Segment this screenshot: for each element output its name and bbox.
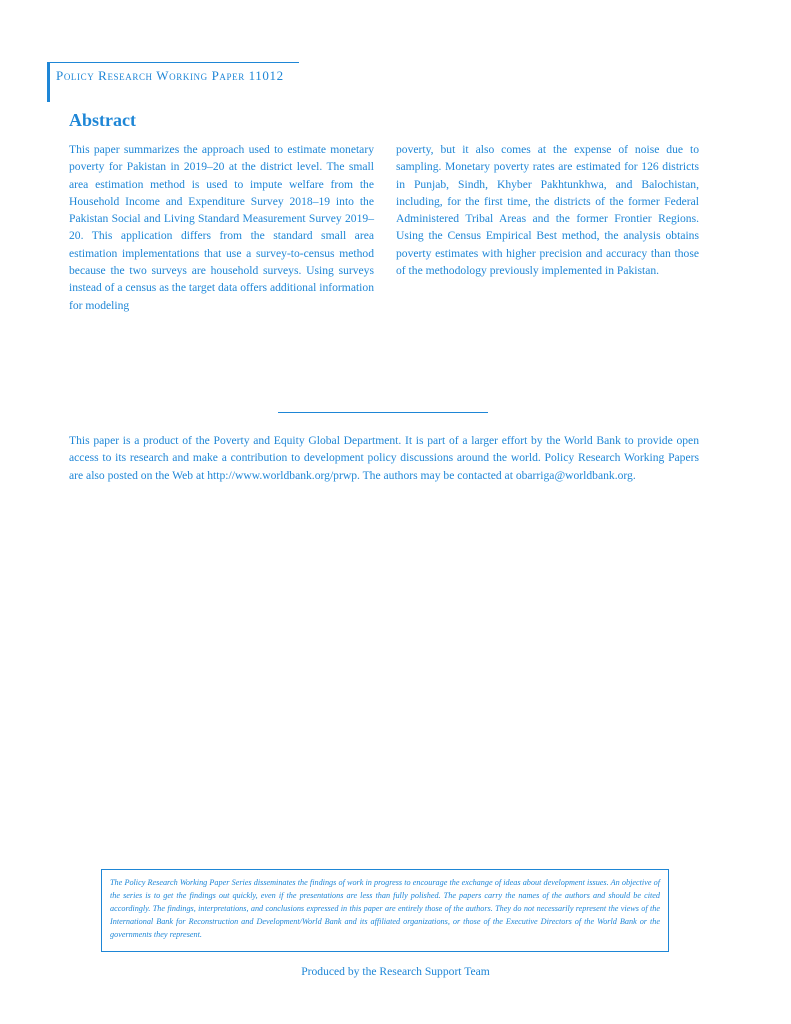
series-title: Policy Research Working Paper 11012 bbox=[56, 68, 284, 83]
abstract-left-column: This paper summarizes the approach used to estimate monetary poverty for Pakistan in 2019–20 at the district level. The small area estimation method is used to impute welfare from the Household Income and Expenditure Survey 2018–19 into the Pakistan Social and Living Standard Measurement Survey 2019–20. This application differs from the standard small area estimation implementations that use a survey-to-census method because the two surveys are household surveys. Using surveys instead of a census as the target data offers additional information for modeling bbox=[69, 143, 374, 312]
product-note: This paper is a product of the Poverty and Equity Global Department. It is part of a larger effort by the World Bank to provide open access to its research and make a contribution to development policy discussions around the world. Policy Research Working Papers are also posted on the Web at http://www.worldbank.org/prwp. The authors may be contacted at obarriga@worldbank.org. bbox=[69, 434, 699, 482]
abstract-heading: Abstract bbox=[69, 110, 136, 130]
disclaimer-box: The Policy Research Working Paper Series disseminates the findings of work in progress to encourage the exchange of ideas about development issues. An objective of the series is to get the findings out quickly, even if the presentations are less than fully polished. The papers carry the names of the authors and should be cited accordingly. The findings, interpretations, and conclusions expressed in this paper are entirely those of the authors. They do not necessarily represent the views of the International Bank for Reconstruction and Development/World Bank and its affiliated organizations, or those of the Executive Directors of the World Bank or the governments they represent. bbox=[101, 869, 669, 952]
header-accent-bar bbox=[47, 62, 50, 102]
abstract-right-column: poverty, but it also comes at the expense of noise due to sampling. Monetary poverty rates are estimated for 126 districts in Punjab, Sindh, Khyber Pakhtunkhwa, and Balochistan, including, for the first time, the districts of the former Federal Administered Tribal Areas and the former Frontier Regions. Using the Census Empirical Best method, the analysis obtains poverty estimates with higher precision and accuracy than those of the methodology previously implemented in Pakistan. bbox=[396, 143, 699, 278]
header-rule bbox=[47, 62, 299, 63]
footer-credit: Produced by the Research Support Team bbox=[301, 965, 490, 978]
section-divider bbox=[278, 412, 488, 413]
